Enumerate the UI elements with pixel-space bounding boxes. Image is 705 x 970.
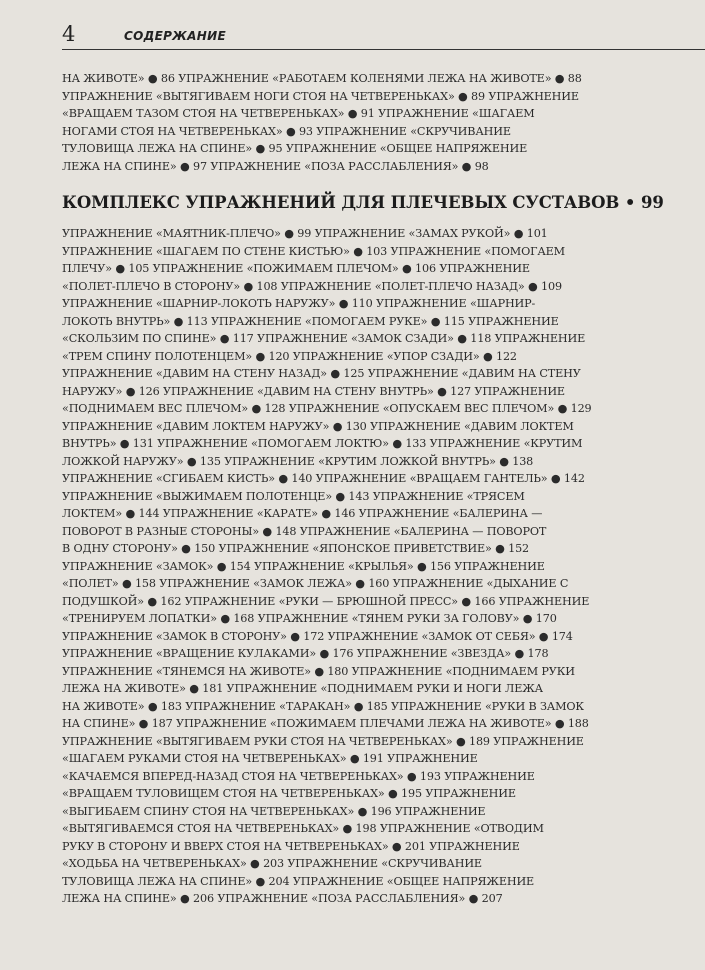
toc-line: РУКУ В СТОРОНУ И ВВЕРХ СТОЯ НА ЧЕТВЕРЕНЬКАХ» ● 201 УПРАЖНЕНИЕ (62, 839, 520, 853)
toc-line: «ТРЕНИРУЕМ ЛОПАТКИ» ● 168 УПРАЖНЕНИЕ «ТЯНЕМ РУКИ ЗА ГОЛОВУ» ● 170 (62, 612, 557, 625)
toc-line: «ПОЛЕТ» ● 158 УПРАЖНЕНИЕ «ЗАМОК ЛЕЖА» ● 160 УПРАЖНЕНИЕ «ДЫХАНИЕ С (62, 577, 569, 590)
page-header (62, 20, 705, 52)
toc-line: УПРАЖНЕНИЕ «ВЫТЯГИВАЕМ НОГИ СТОЯ НА ЧЕТВЕРЕНЬКАХ» ● 89 УПРАЖНЕНИЕ (62, 89, 579, 103)
toc-line: В ОДНУ СТОРОНУ» ● 150 УПРАЖНЕНИЕ «ЯПОНСКОЕ ПРИВЕТСТВИЕ» ● 152 (62, 542, 530, 555)
toc-line: «ПОДНИМАЕМ ВЕС ПЛЕЧОМ» ● 128 УПРАЖНЕНИЕ «ОПУСКАЕМ ВЕС ПЛЕЧОМ» ● 129 (62, 402, 592, 415)
toc-line: НА СПИНЕ» ● 187 УПРАЖНЕНИЕ «ПОЖИМАЕМ ПЛЕЧАМИ ЛЕЖА НА ЖИВОТЕ» ● 188 (62, 717, 589, 730)
toc-line: УПРАЖНЕНИЕ «ТЯНЕМСЯ НА ЖИВОТЕ» ● 180 УПРАЖНЕНИЕ «ПОДНИМАЕМ РУКИ (62, 664, 575, 678)
toc-line: УПРАЖНЕНИЕ «МАЯТНИК-ПЛЕЧО» ● 99 УПРАЖНЕНИЕ «ЗАМАХ РУКОЙ» ● 101 (62, 227, 548, 240)
toc-line: «СКОЛЬЗИМ ПО СПИНЕ» ● 117 УПРАЖНЕНИЕ «ЗАМОК СЗАДИ» ● 118 УПРАЖНЕНИЕ (62, 332, 586, 345)
toc-line: «ШАГАЕМ РУКАМИ СТОЯ НА ЧЕТВЕРЕНЬКАХ» ● 191 УПРАЖНЕНИЕ (62, 752, 478, 765)
toc-line: ТУЛОВИЩА ЛЕЖА НА СПИНЕ» ● 95 УПРАЖНЕНИЕ «ОБЩЕЕ НАПРЯЖЕНИЕ (62, 142, 528, 155)
toc-line: «КАЧАЕМСЯ ВПЕРЕД-НАЗАД СТОЯ НА ЧЕТВЕРЕНЬКАХ» ● 193 УПРАЖНЕНИЕ (62, 769, 535, 783)
toc-line: «ВЫГИБАЕМ СПИНУ СТОЯ НА ЧЕТВЕРЕНЬКАХ» ● 196 УПРАЖНЕНИЕ (62, 804, 486, 818)
toc-line: УПРАЖНЕНИЕ «ЗАМОК В СТОРОНУ» ● 172 УПРАЖНЕНИЕ «ЗАМОК ОТ СЕБЯ» ● 174 (62, 629, 573, 643)
section-heading: КОМПЛЕКС УПРАЖНЕНИЙ ДЛЯ ПЛЕЧЕВЫХ СУСТАВОВ • 99 (62, 193, 664, 212)
toc-line: НОГАМИ СТОЯ НА ЧЕТВЕРЕНЬКАХ» ● 93 УПРАЖНЕНИЕ «СКРУЧИВАНИЕ (62, 124, 511, 138)
toc-line: ЛЕЖА НА ЖИВОТЕ» ● 181 УПРАЖНЕНИЕ «ПОДНИМАЕМ РУКИ И НОГИ ЛЕЖА (62, 682, 544, 695)
toc-line: УПРАЖНЕНИЕ «СГИБАЕМ КИСТЬ» ● 140 УПРАЖНЕНИЕ «ВРАЩАЕМ ГАНТЕЛЬ» ● 142 (62, 472, 585, 485)
toc-line: УПРАЖНЕНИЕ «ШАРНИР-ЛОКОТЬ НАРУЖУ» ● 110 УПРАЖНЕНИЕ «ШАРНИР- (62, 297, 536, 310)
toc-line: «ТРЕМ СПИНУ ПОЛОТЕНЦЕМ» ● 120 УПРАЖНЕНИЕ «УПОР СЗАДИ» ● 122 (62, 349, 517, 363)
toc-line: ЛЕЖА НА СПИНЕ» ● 206 УПРАЖНЕНИЕ «ПОЗА РАССЛАБЛЕНИЯ» ● 207 (62, 892, 503, 905)
toc-line: УПРАЖНЕНИЕ «ДАВИМ ЛОКТЕМ НАРУЖУ» ● 130 УПРАЖНЕНИЕ «ДАВИМ ЛОКТЕМ (62, 419, 574, 433)
toc-line: НАРУЖУ» ● 126 УПРАЖНЕНИЕ «ДАВИМ НА СТЕНУ ВНУТРЬ» ● 127 УПРАЖНЕНИЕ (62, 384, 565, 398)
toc-line: ПОВОРОТ В РАЗНЫЕ СТОРОНЫ» ● 148 УПРАЖНЕНИЕ «БАЛЕРИНА — ПОВОРОТ (62, 524, 547, 538)
toc-line: ЛОЖКОЙ НАРУЖУ» ● 135 УПРАЖНЕНИЕ «КРУТИМ ЛОЖКОЙ ВНУТРЬ» ● 138 (62, 454, 534, 468)
toc-line: ЛОКТЕМ» ● 144 УПРАЖНЕНИЕ «КАРАТЕ» ● 146 УПРАЖНЕНИЕ «БАЛЕРИНА — (62, 507, 543, 520)
toc-line: ТУЛОВИЩА ЛЕЖА НА СПИНЕ» ● 204 УПРАЖНЕНИЕ «ОБЩЕЕ НАПРЯЖЕНИЕ (62, 874, 535, 888)
toc-line: ЛЕЖА НА СПИНЕ» ● 97 УПРАЖНЕНИЕ «ПОЗА РАССЛАБЛЕНИЯ» ● 98 (62, 159, 489, 173)
toc-line: ПОДУШКОЙ» ● 162 УПРАЖНЕНИЕ «РУКИ — БРЮШНОЙ ПРЕСС» ● 166 УПРАЖНЕНИЕ (62, 594, 590, 608)
toc-line: «ВРАЩАЕМ ТУЛОВИЩЕМ СТОЯ НА ЧЕТВЕРЕНЬКАХ» ● 195 УПРАЖНЕНИЕ (62, 787, 516, 800)
toc-line: ПЛЕЧУ» ● 105 УПРАЖНЕНИЕ «ПОЖИМАЕМ ПЛЕЧОМ» ● 106 УПРАЖНЕНИЕ (62, 262, 530, 275)
toc-line: НА ЖИВОТЕ» ● 86 УПРАЖНЕНИЕ «РАБОТАЕМ КОЛЕНЯМИ ЛЕЖА НА ЖИВОТЕ» ● 88 (62, 72, 582, 85)
header-rule (62, 49, 705, 50)
toc-line: НА ЖИВОТЕ» ● 183 УПРАЖНЕНИЕ «ТАРАКАН» ● 185 УПРАЖНЕНИЕ «РУКИ В ЗАМОК (62, 699, 584, 713)
page-number: 4 (62, 22, 76, 46)
toc-line: «ВЫТЯГИВАЕМСЯ СТОЯ НА ЧЕТВЕРЕНЬКАХ» ● 198 УПРАЖНЕНИЕ «ОТВОДИМ (62, 822, 544, 835)
toc-line: «ПОЛЕТ-ПЛЕЧО В СТОРОНУ» ● 108 УПРАЖНЕНИЕ «ПОЛЕТ-ПЛЕЧО НАЗАД» ● 109 (62, 279, 562, 293)
toc-line: УПРАЖНЕНИЕ «ЗАМОК» ● 154 УПРАЖНЕНИЕ «КРЫЛЬЯ» ● 156 УПРАЖНЕНИЕ (62, 559, 545, 573)
toc-line: ЛОКОТЬ ВНУТРЬ» ● 113 УПРАЖНЕНИЕ «ПОМОГАЕМ РУКЕ» ● 115 УПРАЖНЕНИЕ (62, 314, 559, 328)
toc-line: УПРАЖНЕНИЕ «ВЫТЯГИВАЕМ РУКИ СТОЯ НА ЧЕТВЕРЕНЬКАХ» ● 189 УПРАЖНЕНИЕ (62, 734, 584, 748)
toc-line: УПРАЖНЕНИЕ «ШАГАЕМ ПО СТЕНЕ КИСТЬЮ» ● 103 УПРАЖНЕНИЕ «ПОМОГАЕМ (62, 244, 565, 258)
toc-line: ВНУТРЬ» ● 131 УПРАЖНЕНИЕ «ПОМОГАЕМ ЛОКТЮ» ● 133 УПРАЖНЕНИЕ «КРУТИМ (62, 437, 583, 450)
toc-line: УПРАЖНЕНИЕ «ВЫЖИМАЕМ ПОЛОТЕНЦЕ» ● 143 УПРАЖНЕНИЕ «ТРЯСЕМ (62, 489, 525, 503)
toc-continued-text (62, 70, 582, 175)
toc-line: «ХОДЬБА НА ЧЕТВЕРЕНЬКАХ» ● 203 УПРАЖНЕНИЕ «СКРУЧИВАНИЕ (62, 857, 482, 870)
toc-line: УПРАЖНЕНИЕ «ВРАЩЕНИЕ КУЛАКАМИ» ● 176 УПРАЖНЕНИЕ «ЗВЕЗДА» ● 178 (62, 647, 549, 660)
running-title: СОДЕРЖАНИЕ (124, 29, 226, 43)
toc-line: «ВРАЩАЕМ ТАЗОМ СТОЯ НА ЧЕТВЕРЕНЬКАХ» ● 91 УПРАЖНЕНИЕ «ШАГАЕМ (62, 107, 535, 120)
toc-line: УПРАЖНЕНИЕ «ДАВИМ НА СТЕНУ НАЗАД» ● 125 УПРАЖНЕНИЕ «ДАВИМ НА СТЕНУ (62, 367, 581, 380)
toc-section-text (62, 225, 592, 908)
